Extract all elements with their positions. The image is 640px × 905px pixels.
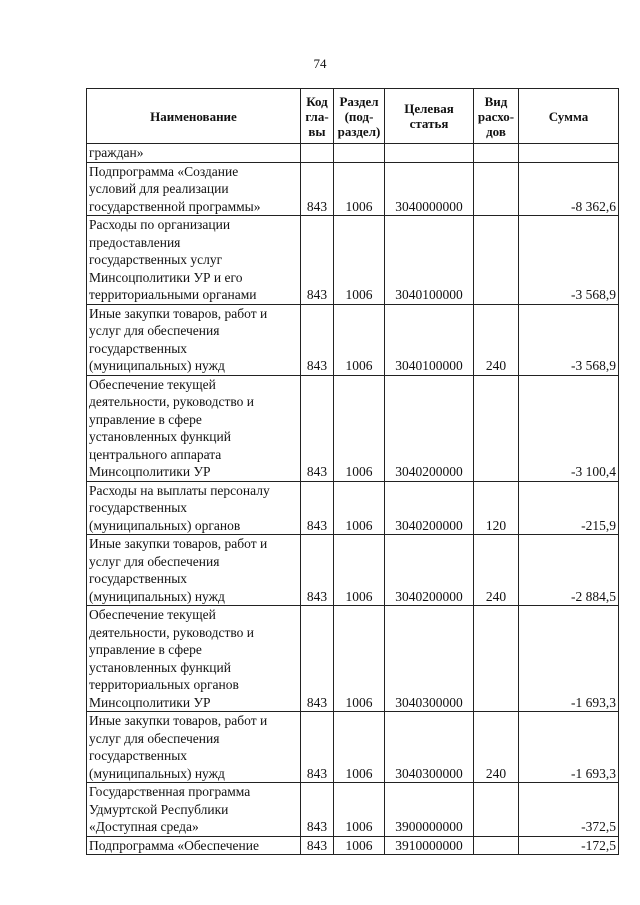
cell-name: Обеспечение текущей деятельности, руководство и управление в сфере установленных функций территориальных органов Минсоцполитики УР: [87, 606, 301, 712]
cell-target-article: 3040100000: [385, 216, 474, 305]
cell-chapter-code: 843: [301, 304, 334, 375]
cell-expense-type: [474, 162, 519, 216]
cell-name: Иные закупки товаров, работ и услуг для обеспечения государственных (муниципальных) нужд: [87, 712, 301, 783]
cell-chapter-code: 843: [301, 162, 334, 216]
cell-chapter-code: 843: [301, 216, 334, 305]
cell-amount: -2 884,5: [519, 535, 619, 606]
cell-amount: -172,5: [519, 836, 619, 855]
cell-name: Подпрограмма «Создание условий для реализации государственной программы»: [87, 162, 301, 216]
header-amount: Сумма: [519, 89, 619, 144]
cell-name: Обеспечение текущей деятельности, руководство и управление в сфере установленных функций центрального аппарата Минсоцполитики УР: [87, 375, 301, 481]
cell-target-article: 3040300000: [385, 712, 474, 783]
cell-amount: -3 100,4: [519, 375, 619, 481]
table-row: [87, 304, 619, 375]
cell-name: Расходы по организации предоставления государственных услуг Минсоцполитики УР и его территориальными органами: [87, 216, 301, 305]
cell-expense-type: 240: [474, 304, 519, 375]
table-row: [87, 216, 619, 305]
cell-name: Иные закупки товаров, работ и услуг для обеспечения государственных (муниципальных) нужд: [87, 535, 301, 606]
header-chapter-code: Код гла- вы: [301, 89, 334, 144]
table-row: [87, 144, 619, 163]
cell-chapter-code: 843: [301, 712, 334, 783]
header-expense-type: Вид расхо- дов: [474, 89, 519, 144]
cell-amount: -215,9: [519, 481, 619, 535]
cell-chapter-code: 843: [301, 535, 334, 606]
cell-expense-type: [474, 375, 519, 481]
cell-section: 1006: [334, 836, 385, 855]
cell-target-article: 3040200000: [385, 375, 474, 481]
table-row: [87, 375, 619, 481]
cell-amount: -3 568,9: [519, 304, 619, 375]
cell-amount: -1 693,3: [519, 606, 619, 712]
table-header-row: [87, 89, 619, 144]
cell-expense-type: [474, 216, 519, 305]
cell-section: 1006: [334, 481, 385, 535]
cell-expense-type: 240: [474, 712, 519, 783]
table-row: [87, 162, 619, 216]
page-number: 74: [313, 56, 327, 71]
cell-chapter-code: 843: [301, 375, 334, 481]
cell-expense-type: [474, 836, 519, 855]
cell-name: Государственная программа Удмуртской Республики «Доступная среда»: [87, 783, 301, 837]
cell-chapter-code: 843: [301, 481, 334, 535]
cell-chapter-code: 843: [301, 606, 334, 712]
cell-section: 1006: [334, 712, 385, 783]
cell-chapter-code: 843: [301, 783, 334, 837]
cell-expense-type: [474, 144, 519, 163]
cell-name: Иные закупки товаров, работ и услуг для обеспечения государственных (муниципальных) нужд: [87, 304, 301, 375]
header-target-article: Целевая статья: [385, 89, 474, 144]
cell-amount: -3 568,9: [519, 216, 619, 305]
cell-name: Подпрограмма «Обеспечение: [87, 836, 301, 855]
table-row: [87, 481, 619, 535]
cell-section: 1006: [334, 216, 385, 305]
cell-target-article: 3040200000: [385, 481, 474, 535]
cell-target-article: 3040300000: [385, 606, 474, 712]
cell-amount: -1 693,3: [519, 712, 619, 783]
cell-target-article: [385, 144, 474, 163]
header-section: Раздел (под- раздел): [334, 89, 385, 144]
header-name: Наименование: [87, 89, 301, 144]
cell-expense-type: 240: [474, 535, 519, 606]
cell-target-article: 3900000000: [385, 783, 474, 837]
cell-section: 1006: [334, 783, 385, 837]
cell-chapter-code: 843: [301, 836, 334, 855]
table-row: [87, 712, 619, 783]
cell-target-article: 3040100000: [385, 304, 474, 375]
cell-amount: -372,5: [519, 783, 619, 837]
cell-name: Расходы на выплаты персоналу государственных (муниципальных) органов: [87, 481, 301, 535]
cell-target-article: 3040000000: [385, 162, 474, 216]
table-row: [87, 535, 619, 606]
cell-name: граждан»: [87, 144, 301, 163]
cell-expense-type: [474, 606, 519, 712]
cell-section: 1006: [334, 304, 385, 375]
cell-section: [334, 144, 385, 163]
table-row: [87, 836, 619, 855]
table-row: [87, 606, 619, 712]
cell-section: 1006: [334, 375, 385, 481]
cell-section: 1006: [334, 535, 385, 606]
table-row: [87, 783, 619, 837]
table-body: [87, 144, 619, 855]
cell-chapter-code: [301, 144, 334, 163]
cell-amount: [519, 144, 619, 163]
cell-amount: -8 362,6: [519, 162, 619, 216]
cell-target-article: 3910000000: [385, 836, 474, 855]
budget-table: [86, 88, 619, 855]
cell-target-article: 3040200000: [385, 535, 474, 606]
cell-section: 1006: [334, 606, 385, 712]
cell-section: 1006: [334, 162, 385, 216]
cell-expense-type: 120: [474, 481, 519, 535]
cell-expense-type: [474, 783, 519, 837]
